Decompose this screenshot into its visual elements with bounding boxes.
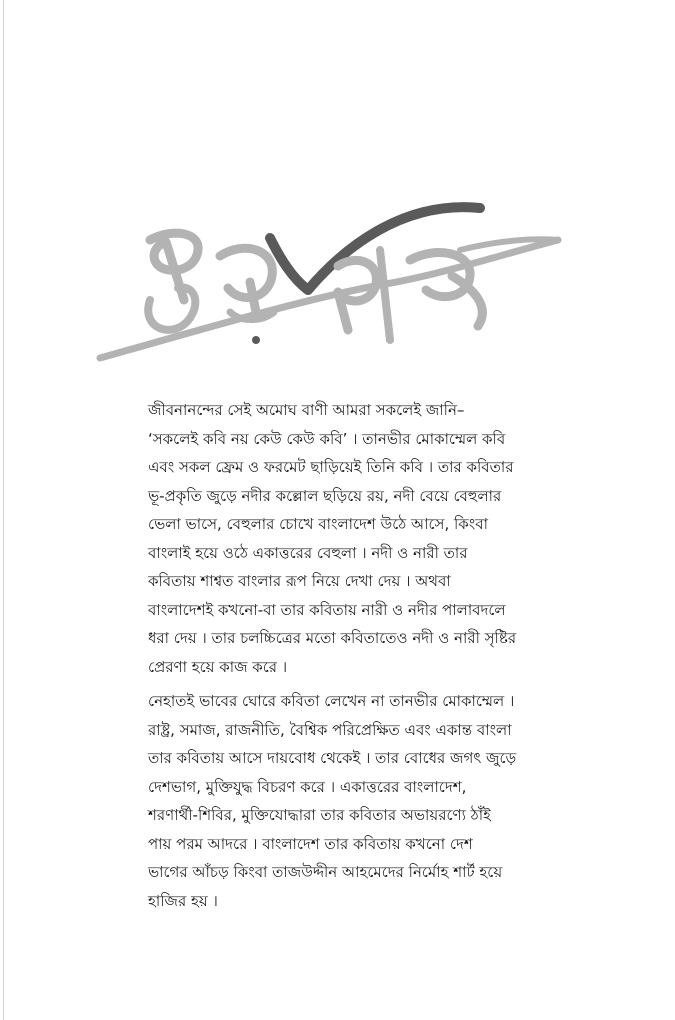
text-line: দেশভাগ, মুক্তিযুদ্ধ বিচরণ করে । একাত্তরের বাংলাদেশ, bbox=[148, 777, 467, 796]
paragraph-1 bbox=[148, 396, 648, 681]
body-text bbox=[148, 396, 648, 915]
title-glyph-3 bbox=[338, 260, 376, 330]
paragraph-2 bbox=[148, 687, 648, 915]
title-glyph-3-tail bbox=[380, 250, 390, 340]
title-glyph-2 bbox=[220, 248, 272, 312]
text-line: প্রেরণা হয়ে কাজ করে । bbox=[148, 657, 288, 676]
text-line: জীবনানন্দের সেই অমোঘ বাণী আমরা সকলেই জানি– bbox=[148, 401, 465, 419]
text-line: বাংলাই হয়ে ওঠে একাত্তরের বেহুলা । নদী ও নারী তার bbox=[148, 543, 468, 562]
text-line: রাষ্ট্র, সমাজ, রাজনীতি, বৈশ্বিক পরিপ্রেক্ষিত এবং একান্ত বাংলা bbox=[148, 720, 512, 739]
page-edge-line bbox=[3, 0, 4, 1020]
text-line: ধরা দেয় । তার চলচ্চিত্রের মতো কবিতাতেও নদী ও নারী সৃষ্টির bbox=[148, 629, 517, 647]
title-glyph-1-loop bbox=[148, 287, 195, 330]
text-line: নেহাতই ভাবের ঘোরে কবিতা লেখেন না তানভীর মোকাম্মেল । bbox=[148, 692, 515, 710]
calligraphic-title bbox=[80, 180, 580, 380]
title-text: প্রবেশক bbox=[328, 378, 332, 379]
text-line: কবিতায় শাশ্বত বাংলার রূপ নিয়ে দেখা দেয় । অথবা bbox=[148, 572, 451, 590]
text-line: ভেলা ভাসে, বেহুলার চোখে বাংলাদেশ উঠে আসে, কিংবা bbox=[148, 515, 488, 533]
title-dot bbox=[252, 336, 260, 344]
text-line: পায় পরম আদরে । বাংলাদেশ তার কবিতায় কখনো দেশ bbox=[148, 834, 473, 853]
text-line: এবং সকল ফ্রেম ও ফরমেট ছাড়িয়েই তিনি কবি । তার কবিতার bbox=[148, 458, 514, 476]
text-line: তার কবিতায় আসে দায়বোধ থেকেই । তার বোধের জগৎ জুড়ে bbox=[148, 749, 517, 767]
text-line: ভূ-প্রকৃতি জুড়ে নদীর কল্লোল ছড়িয়ে রয়, নদী বেয়ে বেহুলার bbox=[148, 486, 502, 505]
text-line: শরণার্থী-শিবির, মুক্তিযোদ্ধারা তার কবিতার অভায়রণ্যে ঠাঁই bbox=[148, 806, 491, 824]
text-line: বাংলাদেশই কখনো-বা তার কবিতায় নারী ও নদীর পালাবদলে bbox=[148, 600, 506, 619]
title-glyph-4 bbox=[410, 253, 482, 326]
text-line: ‘সকলেই কবি নয় কেউ কেউ কবি’ । তানভীর মোকাম্মেল কবি bbox=[148, 429, 506, 448]
text-line: হাজির হয় । bbox=[148, 891, 218, 910]
text-line: ভাগের আঁচড় কিংবা তাজউদ্দীন আহমেদের নির্মোহ শার্ট হয়ে bbox=[148, 863, 503, 881]
